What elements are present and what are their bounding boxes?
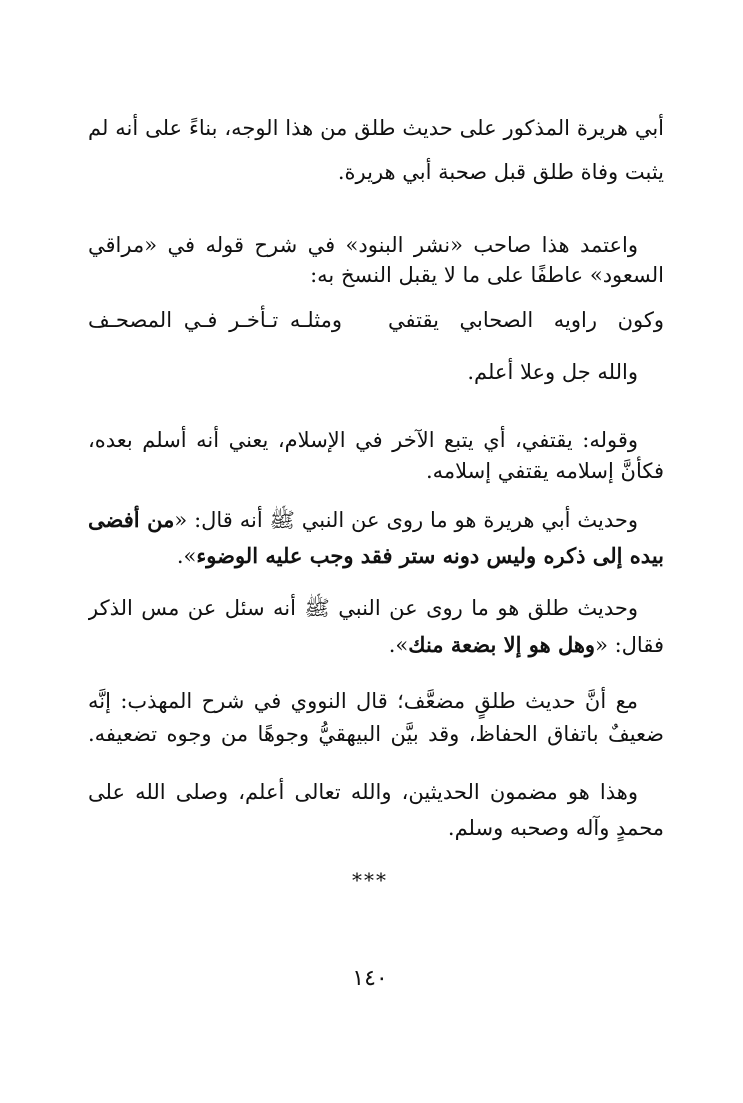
paragraph-5-line-1-plain: وحديث أبي هريرة هو ما روى عن النبي ﷺ أنه قال: « (174, 508, 638, 532)
paragraph-2-line-2: السعود» عاطفًا على ما لا يقبل النسخ به: (310, 263, 664, 287)
paragraph-8-line-1: وهذا هو مضمون الحديثين، والله تعالى أعلم، وصلى الله على (88, 780, 638, 804)
paragraph-6-line-2-bold: وهل هو إلا بضعة منك (408, 632, 596, 657)
paragraph-5-line-1 (88, 502, 638, 538)
paragraph-5-line-1-bold: من أفضى (88, 507, 175, 532)
paragraph-6-line-2-end: ». (388, 633, 409, 657)
paragraph-8-line-2: محمدٍ وآله وصحبه وسلم. (447, 816, 664, 840)
paragraph-4-line-2: فكأنَّ إسلامه يقتفي إسلامه. (425, 459, 664, 483)
paragraph-2-line-1: واعتمد هذا صاحب «نشر البنود» في شرح قوله في «مراقي (88, 233, 638, 257)
paragraph-4-line-1: وقوله: يقتفي، أي يتبع الآخر في الإسلام، يعني أنه أسلم بعده، (88, 428, 638, 452)
paragraph-5-line-2-bold: بيده إلى ذكره وليس دونه ستر فقد وجب عليه الوضوء (196, 543, 664, 568)
paragraph-7-line-1: مع أنَّ حديث طلقٍ مضعَّف؛ قال النووي في شرح المهذب: إنَّه (88, 689, 638, 713)
verse-right-hemistich: وكون راويه الصحابي يقتفي (388, 308, 664, 332)
paragraph-7-line-2: ضعيفٌ باتفاق الحفاظ، وقد بيَّن البيهقيُّ وجوهًا من وجوه تضعيفه. (88, 722, 664, 746)
paragraph-3-line-1: والله جل وعلا أعلم. (467, 360, 638, 384)
page-number: ١٤٠ (352, 966, 388, 991)
paragraph-5-line-2 (88, 538, 664, 574)
paragraph-1-line-2: يثبت وفاة طلق قبل صحبة أبي هريرة. (337, 160, 664, 184)
paragraph-6-line-2-plain: فقال: « (595, 633, 664, 657)
section-separator: *** (352, 868, 388, 892)
paragraph-5-line-2-plain: ». (176, 544, 197, 568)
verse-left-hemistich: ومثلـه تـأخـر فـي المصحـف (88, 308, 342, 332)
paragraph-6-line-2 (88, 627, 664, 663)
paragraph-1-line-1: أبي هريرة المذكور على حديث طلق من هذا الوجه، بناءً على أنه لم (88, 116, 664, 140)
paragraph-6-line-1: وحديث طلق هو ما روى عن النبي ﷺ أنه سئل عن مس الذكر (88, 596, 638, 620)
